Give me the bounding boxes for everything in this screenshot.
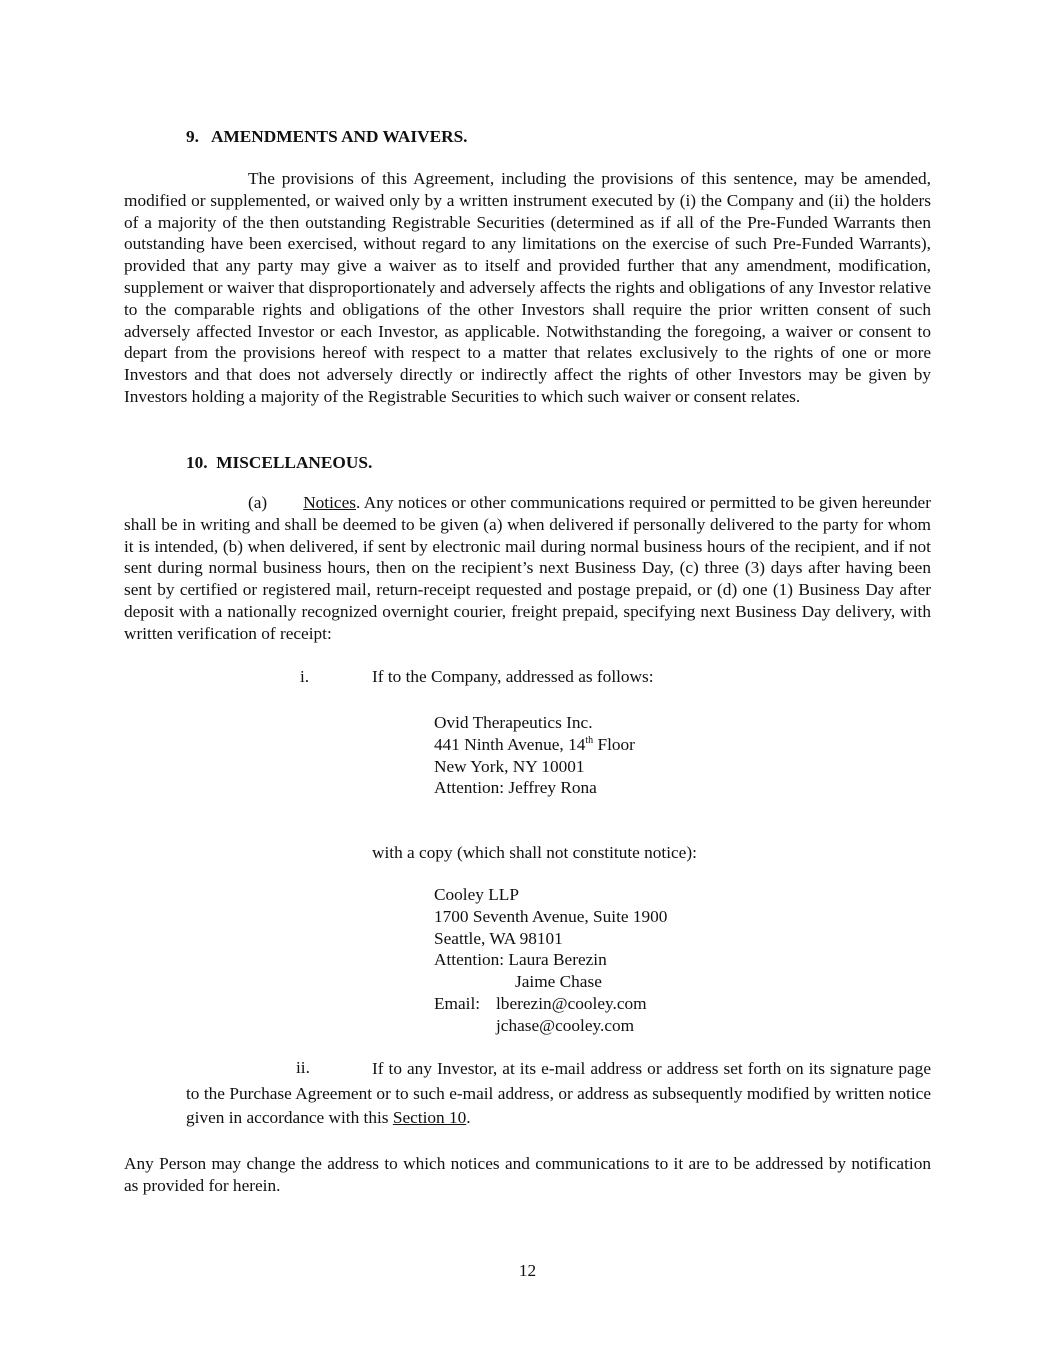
section-9-body: The provisions of this Agreement, including the provisions of this sentence, may be amended, modified or supplemented, or waived only by a written instrument executed by (i) the Company and (ii) the holders of a majority of the then outstanding Registrable Securities (determined as if all of the Pre-Funded Warrants then outstanding have been exercised, without regard to any limitations on the exercise of such Pre-Funded Warrants), provided that any party may give a waiver as to itself and provided further that any amendment, modification, supplement or waiver that disproportionately and adversely affects the rights and obligations of any Investor relative to the comparable rights and obligations of the other Investors shall require the prior written consent of such adversely affected Investor or each Investor, as applicable. Notwithstanding the foregoing, a waiver or consent to depart from the provisions hereof with respect to a matter that relates exclusively to the rights of one or more Investors and that does not adversely directly or indirectly affect the rights of other Investors may be given by Investors holding a majority of the Registrable Securities to which such waiver or consent relates.	[124, 169, 931, 406]
item-i-label: i.	[300, 667, 310, 686]
email-1[interactable]: lberezin@cooley.com	[496, 993, 647, 1013]
company-city: New York, NY 10001	[434, 756, 585, 776]
counsel-address-block	[434, 884, 754, 1037]
item-ii-text: If to any Investor, at its e-mail address or address set forth on its signature page to the Purchase Agreement or to such e-mail address, or address as subsequently modified by written notice given in accordance with this Section 10.	[186, 1059, 931, 1127]
notices-title: Notices	[303, 493, 356, 512]
company-address-block	[434, 712, 635, 799]
page-number: 12	[518, 1261, 537, 1280]
company-name: Ovid Therapeutics Inc.	[434, 713, 593, 732]
email-2[interactable]: jchase@cooley.com	[496, 1015, 635, 1035]
counsel-attention: Attention: Laura Berezin	[434, 950, 607, 970]
copy-text: with a copy (which shall not constitute notice):	[372, 843, 697, 862]
counsel-name: Cooley LLP	[434, 885, 519, 904]
item-ii-label: ii.	[296, 1058, 310, 1077]
notices-label: (a)	[248, 493, 268, 512]
section-9-heading: 9. AMENDMENTS AND WAIVERS.	[186, 127, 468, 146]
counsel-attention-2: Jaime Chase	[515, 972, 602, 992]
counsel-street: 1700 Seventh Avenue, Suite 1900	[434, 906, 668, 926]
section-10-reference[interactable]: Section 10	[392, 1108, 467, 1127]
notices-paragraph	[124, 492, 931, 645]
email-label: Email:	[434, 993, 481, 1013]
notices-text: . Any notices or other communications required or permitted to be given hereunder shall be in writing and shall be deemed to be given (a) when delivered if personally delivered to the party for whom it is intended, (b) when delivered, if sent by electronic mail during normal business hours of the recipient, and if not sent during normal business hours, then on the recipient’s next Business Day, (c) three (3) days after having been sent by certified or registered mail, return-receipt requested and postage prepaid, or (d) one (1) Business Day after deposit with a nationally recognized overnight courier, freight prepaid, specifying next Business Day delivery, with written verification of receipt:	[124, 493, 931, 643]
counsel-email-row	[434, 993, 754, 1015]
company-attention: Attention: Jeffrey Rona	[434, 778, 597, 798]
item-i-text: If to the Company, addressed as follows:	[372, 667, 654, 686]
counsel-city: Seattle, WA 98101	[434, 928, 563, 948]
closing-paragraph: Any Person may change the address to which notices and communications to it are to be addressed by notification as provided for herein.	[124, 1154, 931, 1195]
section-10-heading: 10. MISCELLANEOUS.	[186, 453, 373, 472]
company-street: 441 Ninth Avenue, 14th Floor	[434, 734, 635, 754]
